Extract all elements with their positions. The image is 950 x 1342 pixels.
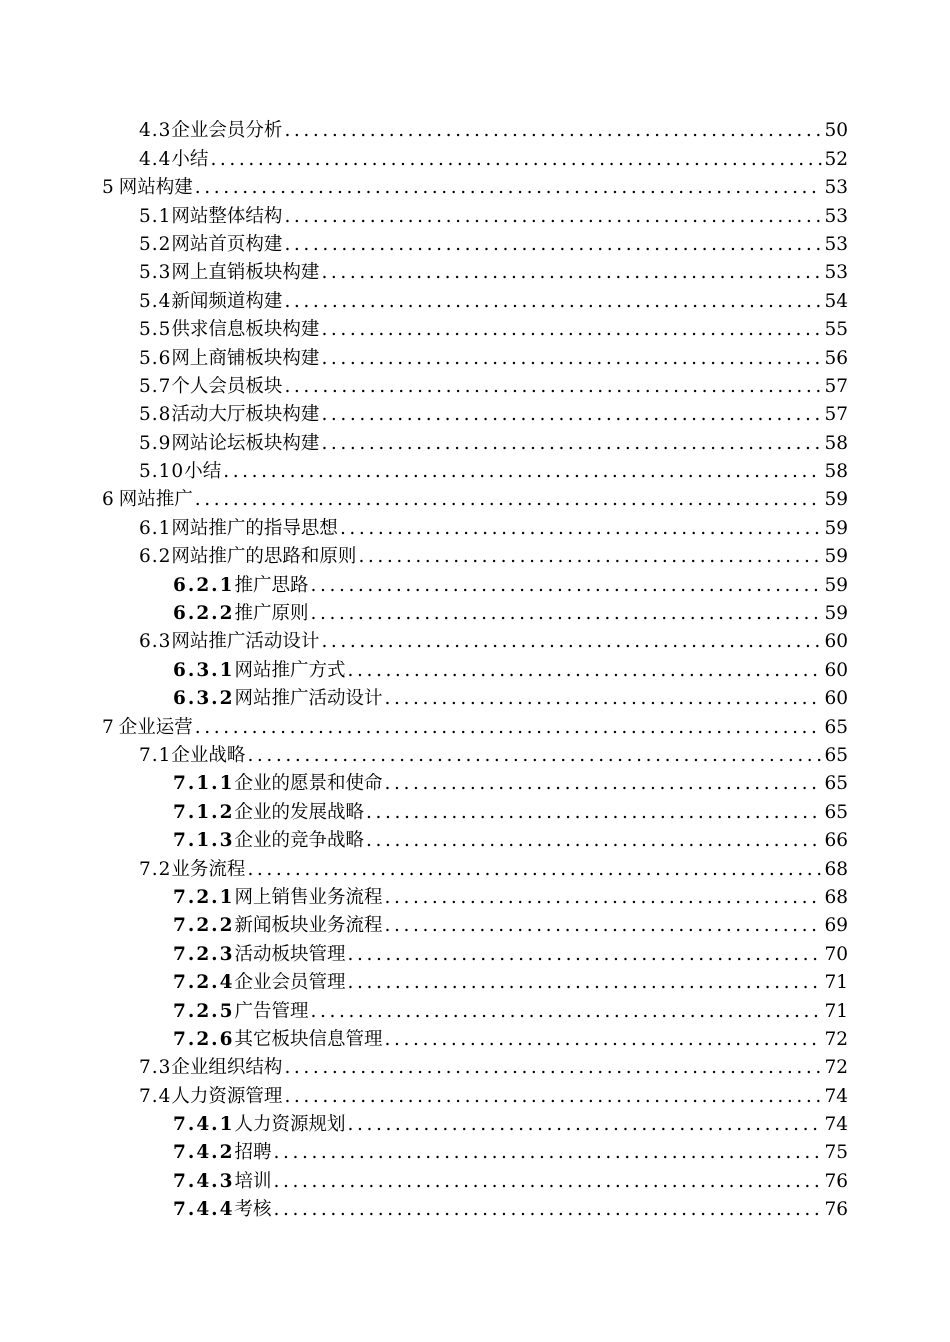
dot-leader	[195, 717, 823, 738]
toc-entry-number: 5.5	[139, 319, 172, 341]
toc-entry-page-number: 66	[824, 830, 848, 852]
dot-leader	[348, 972, 823, 993]
toc-entry-title: 活动板块管理	[234, 943, 346, 965]
toc-entry-number: 7.2.4	[173, 972, 235, 994]
toc-entry[interactable]	[0, 260, 950, 288]
dot-leader	[348, 1114, 823, 1135]
dot-leader	[311, 575, 823, 596]
toc-entry-page-number: 53	[824, 177, 848, 199]
toc-entry-number: 5.7	[139, 375, 172, 397]
toc-entry-page-number: 52	[824, 148, 848, 170]
toc-entry-number: 7.4.4	[173, 1199, 235, 1221]
toc-entry-number: 5.3	[139, 262, 172, 284]
toc-entry-title: 企业会员管理	[234, 972, 346, 994]
toc-entry-number: 6.2.1	[173, 574, 235, 596]
toc-entry-title: 培训	[234, 1170, 272, 1192]
toc-entry[interactable]	[0, 970, 950, 998]
toc-entry-title: 企业的愿景和使命	[234, 773, 383, 795]
dot-leader	[247, 745, 822, 766]
toc-entry-number: 6.1	[139, 517, 172, 539]
dot-leader	[195, 177, 823, 198]
toc-entry[interactable]	[0, 828, 950, 856]
toc-entry-title: 网站论坛板块构建	[171, 432, 320, 454]
toc-entry-page-number: 50	[824, 120, 848, 142]
dot-leader	[366, 802, 822, 823]
dot-leader	[274, 1171, 823, 1192]
toc-entry-number: 7.4.2	[173, 1142, 235, 1164]
toc-entry[interactable]	[0, 657, 950, 685]
toc-entry[interactable]	[0, 515, 950, 543]
toc-entry[interactable]	[0, 743, 950, 771]
toc-entry-number: 7.2.1	[173, 886, 235, 908]
toc-entry[interactable]	[0, 118, 950, 146]
dot-leader	[385, 915, 823, 936]
toc-entry-title: 网站推广的指导思想	[171, 517, 338, 539]
toc-entry-title: 网上销售业务流程	[234, 886, 383, 908]
toc-entry-page-number: 55	[824, 319, 848, 341]
dot-leader	[284, 120, 822, 141]
toc-entry[interactable]	[0, 601, 950, 629]
toc-entry-title: 小结	[184, 461, 222, 483]
toc-entry-number: 5.9	[139, 432, 172, 454]
toc-entry-title: 招聘	[234, 1142, 272, 1164]
toc-entry-number: 7.2.6	[173, 1028, 235, 1050]
toc-entry-page-number: 53	[824, 233, 848, 255]
toc-entry-page-number: 76	[824, 1199, 848, 1221]
toc-entry[interactable]	[0, 856, 950, 884]
toc-entry[interactable]	[0, 1112, 950, 1140]
toc-entry-page-number: 72	[824, 1028, 848, 1050]
toc-entry-page-number: 68	[824, 858, 848, 880]
toc-entry-page-number: 60	[824, 631, 848, 653]
toc-entry-page-number: 60	[824, 688, 848, 710]
toc-entry-page-number: 53	[824, 205, 848, 227]
toc-entry[interactable]	[0, 175, 950, 203]
toc-entry-number: 5.10	[139, 461, 185, 483]
dot-leader	[321, 404, 822, 425]
toc-entry-title: 人力资源管理	[171, 1085, 283, 1107]
dot-leader	[284, 291, 822, 312]
toc-entry-number: 6.3.1	[173, 659, 235, 681]
toc-entry-number: 4.4	[139, 148, 172, 170]
table-of-contents	[0, 118, 950, 1225]
dot-leader	[321, 319, 822, 340]
toc-entry[interactable]	[0, 572, 950, 600]
toc-entry[interactable]	[0, 1168, 950, 1196]
toc-entry-page-number: 65	[824, 716, 848, 738]
toc-entry-title: 推广原则	[234, 603, 309, 625]
toc-entry-number: 5.4	[139, 290, 172, 312]
dot-leader	[358, 546, 822, 567]
toc-entry-page-number: 65	[824, 801, 848, 823]
toc-entry-page-number: 53	[824, 262, 848, 284]
toc-entry-number: 7.2.2	[173, 915, 235, 937]
toc-entry-title: 企业战略	[171, 744, 246, 766]
dot-leader	[284, 206, 822, 227]
toc-entry-title: 考核	[234, 1199, 272, 1221]
toc-entry[interactable]	[0, 686, 950, 714]
toc-entry-title: 新闻板块业务流程	[234, 915, 383, 937]
toc-entry-number: 5.2	[139, 233, 172, 255]
toc-entry-title: 推广思路	[234, 574, 309, 596]
dot-leader	[284, 1057, 822, 1078]
toc-entry-number: 5.8	[139, 404, 172, 426]
toc-entry-title: 企业运营	[118, 716, 193, 738]
toc-entry-number: 5.6	[139, 347, 172, 369]
toc-entry[interactable]	[0, 1055, 950, 1083]
dot-leader	[385, 773, 823, 794]
toc-entry[interactable]	[0, 1197, 950, 1225]
toc-entry-number: 7.1.3	[173, 830, 235, 852]
dot-leader	[385, 688, 823, 709]
toc-entry-number: 7.4.1	[173, 1114, 235, 1136]
toc-entry-title: 新闻频道构建	[171, 290, 283, 312]
toc-entry[interactable]	[0, 203, 950, 231]
toc-entry[interactable]	[0, 714, 950, 742]
dot-leader	[274, 1199, 823, 1220]
toc-entry-page-number: 59	[824, 546, 848, 568]
toc-entry[interactable]	[0, 317, 950, 345]
dot-leader	[348, 660, 823, 681]
toc-entry-title: 活动大厅板块构建	[171, 404, 320, 426]
toc-entry-title: 网站构建	[118, 177, 193, 199]
toc-entry-title: 业务流程	[171, 858, 246, 880]
toc-entry-title: 企业的竞争战略	[234, 830, 365, 852]
toc-entry-number: 6.2.2	[173, 603, 235, 625]
toc-entry-page-number: 68	[824, 886, 848, 908]
toc-entry[interactable]	[0, 1083, 950, 1111]
dot-leader	[210, 149, 822, 170]
toc-entry[interactable]	[0, 941, 950, 969]
toc-entry-page-number: 57	[824, 375, 848, 397]
toc-entry-page-number: 57	[824, 404, 848, 426]
toc-entry[interactable]	[0, 487, 950, 515]
toc-entry-title: 其它板块信息管理	[234, 1028, 383, 1050]
toc-entry-page-number: 71	[824, 972, 848, 994]
toc-entry[interactable]	[0, 799, 950, 827]
toc-entry[interactable]	[0, 374, 950, 402]
toc-entry-title: 网站推广活动设计	[234, 688, 383, 710]
toc-entry-title: 个人会员板块	[171, 375, 283, 397]
toc-entry-number: 7.1.1	[173, 773, 235, 795]
toc-entry-page-number: 74	[824, 1114, 848, 1136]
toc-entry[interactable]	[0, 459, 950, 487]
toc-entry-title: 网站首页构建	[171, 233, 283, 255]
toc-entry-number: 6.3	[139, 631, 172, 653]
toc-entry-title: 网上商铺板块构建	[171, 347, 320, 369]
dot-leader	[247, 859, 822, 880]
toc-entry-number: 7.2.5	[173, 1000, 235, 1022]
toc-entry[interactable]	[0, 998, 950, 1026]
toc-entry-page-number: 58	[824, 432, 848, 454]
toc-entry-title: 网上直销板块构建	[171, 262, 320, 284]
toc-entry-number: 7.4	[139, 1085, 172, 1107]
dot-leader	[366, 830, 822, 851]
toc-entry-title: 供求信息板块构建	[171, 319, 320, 341]
toc-entry[interactable]	[0, 913, 950, 941]
toc-entry-page-number: 65	[824, 773, 848, 795]
toc-entry[interactable]	[0, 402, 950, 430]
toc-entry-title: 广告管理	[234, 1000, 309, 1022]
toc-entry-number: 7.2	[139, 858, 172, 880]
dot-leader	[284, 1086, 822, 1107]
dot-leader	[321, 262, 822, 283]
toc-entry-page-number: 75	[824, 1142, 848, 1164]
toc-entry-title: 网站推广的思路和原则	[171, 546, 357, 568]
dot-leader	[321, 631, 822, 652]
toc-entry-title: 网站推广方式	[234, 659, 346, 681]
toc-entry-page-number: 58	[824, 461, 848, 483]
toc-entry-page-number: 74	[824, 1085, 848, 1107]
toc-entry-number: 4.3	[139, 120, 172, 142]
dot-leader	[284, 234, 822, 255]
toc-entry[interactable]	[0, 771, 950, 799]
toc-entry-page-number: 56	[824, 347, 848, 369]
toc-entry-page-number: 71	[824, 1000, 848, 1022]
toc-entry[interactable]	[0, 629, 950, 657]
dot-leader	[385, 887, 823, 908]
dot-leader	[311, 603, 823, 624]
toc-entry-number: 6.3.2	[173, 688, 235, 710]
toc-entry-page-number: 65	[824, 744, 848, 766]
toc-entry-page-number: 70	[824, 943, 848, 965]
dot-leader	[340, 518, 823, 539]
dot-leader	[311, 1001, 823, 1022]
toc-entry-number: 7.1.2	[173, 801, 235, 823]
toc-entry-page-number: 60	[824, 659, 848, 681]
dot-leader	[223, 461, 822, 482]
toc-entry-number: 5	[102, 177, 115, 199]
toc-entry-page-number: 69	[824, 915, 848, 937]
toc-entry-number: 7.3	[139, 1057, 172, 1079]
toc-entry-page-number: 76	[824, 1170, 848, 1192]
toc-entry-title: 企业会员分析	[171, 120, 283, 142]
toc-entry-page-number: 59	[824, 603, 848, 625]
toc-entry-title: 企业的发展战略	[234, 801, 365, 823]
toc-entry[interactable]	[0, 885, 950, 913]
toc-entry-page-number: 59	[824, 517, 848, 539]
dot-leader	[385, 1029, 823, 1050]
dot-leader	[274, 1142, 823, 1163]
dot-leader	[195, 489, 823, 510]
dot-leader	[348, 944, 823, 965]
toc-entry-page-number: 72	[824, 1057, 848, 1079]
toc-entry[interactable]	[0, 146, 950, 174]
toc-entry-title: 小结	[171, 148, 209, 170]
dot-leader	[321, 433, 822, 454]
toc-entry-page-number: 54	[824, 290, 848, 312]
toc-entry-number: 6.2	[139, 546, 172, 568]
toc-entry-title: 网站整体结构	[171, 205, 283, 227]
toc-entry-page-number: 59	[824, 489, 848, 511]
toc-entry-title: 企业组织结构	[171, 1057, 283, 1079]
toc-entry[interactable]	[0, 1140, 950, 1168]
toc-entry-number: 7.2.3	[173, 943, 235, 965]
toc-entry[interactable]	[0, 430, 950, 458]
toc-entry[interactable]	[0, 232, 950, 260]
toc-entry-number: 7	[102, 716, 115, 738]
toc-entry-title: 网站推广	[118, 489, 193, 511]
dot-leader	[284, 376, 822, 397]
toc-entry-title: 网站推广活动设计	[171, 631, 320, 653]
toc-entry[interactable]	[0, 288, 950, 316]
toc-entry-page-number: 59	[824, 574, 848, 596]
toc-entry-number: 6	[102, 489, 115, 511]
toc-entry[interactable]	[0, 345, 950, 373]
toc-entry-number: 5.1	[139, 205, 172, 227]
toc-entry-number: 7.1	[139, 744, 172, 766]
toc-entry-title: 人力资源规划	[234, 1114, 346, 1136]
toc-entry[interactable]	[0, 544, 950, 572]
dot-leader	[321, 348, 822, 369]
toc-entry[interactable]	[0, 1027, 950, 1055]
toc-entry-number: 7.4.3	[173, 1170, 235, 1192]
